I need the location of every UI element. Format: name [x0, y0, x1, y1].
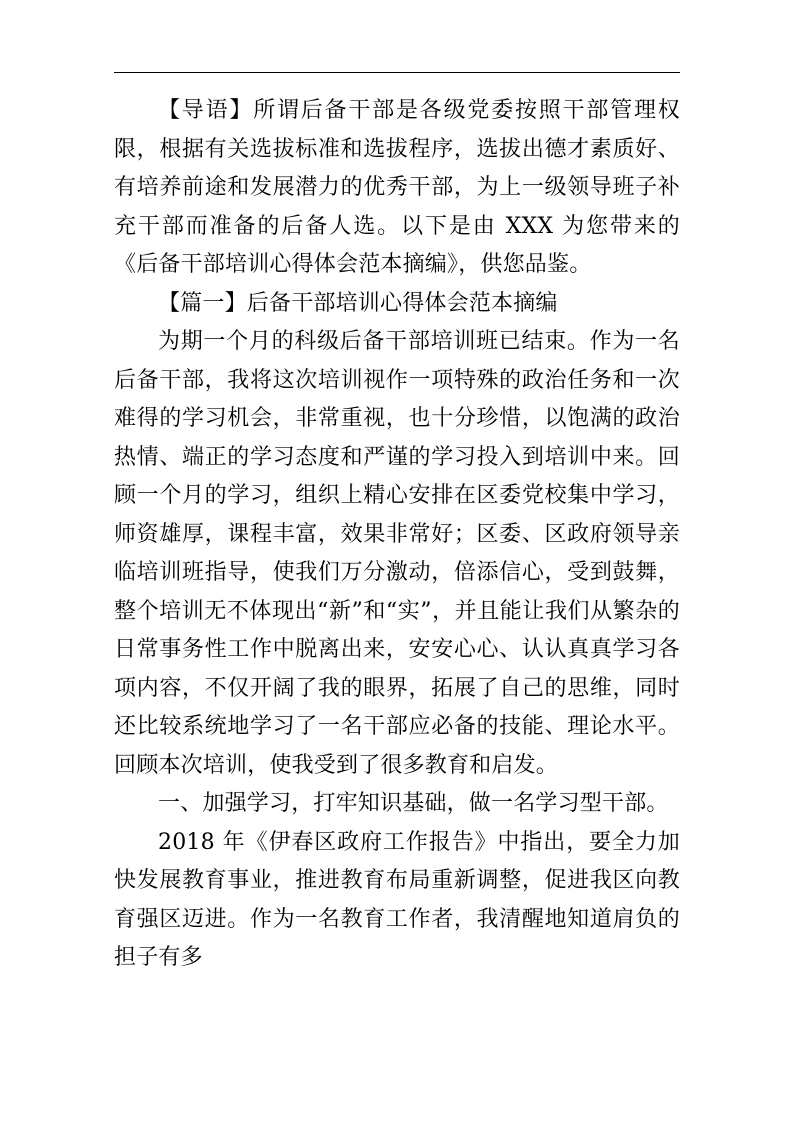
intro-paragraph: 【导语】所谓后备干部是各级党委按照干部管理权限，根据有关选拔标准和选拔程序，选拔出德才素质好、有培养前途和发展潜力的优秀干部，为上一级领导班子补充干部而准备的后备人选。以下是由 XXX 为您带来的《后备干部培训心得体会范本摘编》，供您品鉴。: [114, 98, 680, 277]
document-body: [114, 92, 680, 978]
subheading: 一、加强学习，打牢知识基础，做一名学习型干部。: [158, 791, 669, 816]
section-heading: 【篇一】后备干部培训心得体会范本摘编: [158, 290, 558, 316]
body-paragraph: 为期一个月的科级后备干部培训班已结束。作为一名后备干部，我将这次培训视作一项特殊的政治任务和一次难得的学习机会，非常重视，也十分珍惜，以饱满的政治热情、端正的学习态度和严谨的学习投入到培训中来。回顾一个月的学习，组织上精心安排在区委党校集中学习，师资雄厚，课程丰富，效果非常好；区委、区政府领导亲临培训班指导，使我们万分激动，倍添信心，受到鼓舞，整个培训无不体现出“新”和“实”，并且能让我们从繁杂的日常事务性工作中脱离出来，安安心心、认认真真学习各项内容，不仅开阔了我的眼界，拓展了自己的思维，同时还比较系统地学习了一名干部应必备的技能、理论水平。回顾本次培训，使我受到了很多教育和启发。: [114, 329, 680, 778]
body-paragraph: 2018 年《伊春区政府工作报告》中指出，要全力加快发展教育事业，推进教育布局重新调整，促进我区向教育强区迈进。作为一名教育工作者，我清醒地知道肩负的担子有多: [114, 829, 680, 970]
header-rule: [114, 72, 680, 73]
